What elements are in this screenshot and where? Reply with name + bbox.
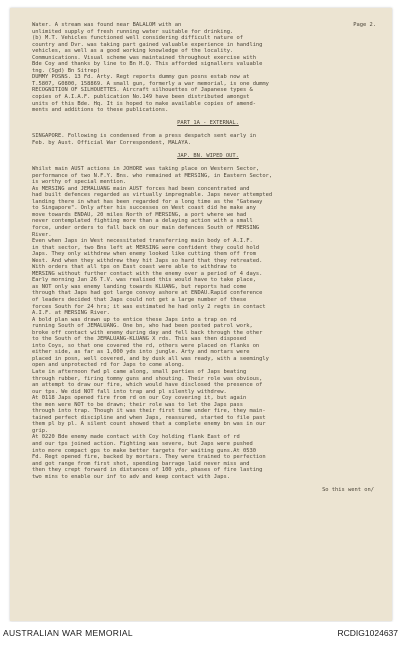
document-line: then they crept forward in distances of 100 yds, phases of fire lasting <box>32 467 263 474</box>
document-line: At 0118 Japs opened fire from rd on our Coy covering it, but again <box>32 395 247 402</box>
document-line: of leaders decided that Japs could not get a large number of these <box>32 296 247 303</box>
document-line: landing there in what has been regarded for a long time as the "Gateway <box>32 198 263 205</box>
document-line: our tps. We did NOT fall into trap and pl silently withdrew. <box>32 388 227 395</box>
document-line: Early morning Jan 26 T.V. was realised this would have to take place, <box>32 277 256 284</box>
document-line: tained perfect discipline and when Japs, reassured, started to file past <box>32 414 266 421</box>
document-line: an attempt to draw our fire, which would have disclosed the presence of <box>32 382 263 389</box>
document-line: unlimited supply of fresh running water suitable for drinking. <box>32 28 234 35</box>
document-line: tng. (Sgd) Bn Sitrep) <box>32 67 101 74</box>
document-line: A bold plan was drawn up to entice these Japs into a trap on rd <box>32 316 237 323</box>
document-line: SINGAPORE. Following is condensed from a press despatch sent early in <box>32 133 256 140</box>
document-line: force, under orders to fall back on our main defences South of MERSING <box>32 224 260 231</box>
document-line: open and unprotected rd for Japs to come along. <box>32 362 185 369</box>
document-line: With orders that all tps on East coast were able to withdraw to <box>32 264 237 271</box>
document-line: forces South for 24 hrs; it was estimated he had only 2 regts in contact <box>32 303 266 310</box>
document-line: through that Japs had got large convoy ashore at ENDAU.Rapid conference <box>32 290 263 297</box>
document-body <box>32 22 384 493</box>
document-line: units of this Bde. Hq. It is hoped to make available copies of amend- <box>32 100 256 107</box>
document-line: Fd. Regt opened fire, backed by mortars. They were trained to perfection <box>32 454 266 461</box>
document-line: into more compact gps to make better targets for waiting guns.At 0530 <box>32 447 256 454</box>
document-line: West. And when they withdrew they hit Japs so hard that they retreated. <box>32 257 263 264</box>
document-line: two mins to enable our inf to adv and keep contact with Japs. <box>32 473 230 480</box>
document-line: the men were NOT to be drawn; their role was to let the Japs pass <box>32 401 243 408</box>
document-line: Late in afternoon fwd pl came along, small parties of Japs beating <box>32 368 247 375</box>
archive-name: AUSTRALIAN WAR MEMORIAL <box>3 628 133 638</box>
document-line: JAP. BN. WIPED OUT. <box>177 152 239 159</box>
page-number: Page 2. <box>353 22 376 28</box>
document-line: Communications. Visual scheme was maintained throughout exercise with <box>32 54 256 61</box>
document-line: as NOT only was enemy landing towards KLUANG, but reports had come <box>32 283 247 290</box>
document-line: Even when Japs in West necessitated transferring main body of A.I.F. <box>32 238 253 245</box>
document-line: placed in posn, well covered, and by dusk all was ready, with a seemingly <box>32 355 269 362</box>
document-line: MERSING without further contact with the enemy over a period of 4 days. <box>32 270 263 277</box>
document-line: A.I.F. at MERSING River. <box>32 310 110 317</box>
document-line: At 0220 Bde enemy made contact with Coy holding flank East of rd <box>32 434 240 441</box>
document-line: As MERSING and JEMALUANG main AUST forces had been concentrated and <box>32 185 250 192</box>
document-line: and got range from first shot, spending barrage laid never miss and <box>32 460 250 467</box>
document-line: River. <box>32 231 52 238</box>
document-line: Bde Coy and thanks by line to Bn H.Q. This afforded signallers valuable <box>32 61 263 68</box>
document-line: running South of JEMALUANG. One bn, who had been posted patrol work, <box>32 323 253 330</box>
document-line: into Coys, so that one covered the rd, others were placed on flanks on <box>32 342 260 349</box>
document-line: broke off contact with enemy during day and fell back through the other <box>32 329 263 336</box>
footer-bar <box>0 622 402 653</box>
document-line: had built defences regarded as virtually impregnable. Japs never attempted <box>32 192 273 199</box>
document-line: vehicles, as well as a good working knowledge of the locality. <box>32 48 234 55</box>
document-line: DUMMY POSNS. 13 Fd. Arty. Regt reports dummy gun posns estab now at <box>32 74 250 81</box>
document-line: Whilst main AUST actions in JOHORE was taking place on Western Sector, <box>32 166 260 173</box>
document-line: move towards ENDAU, 20 miles North of MERSING, a port where we had <box>32 211 247 218</box>
document-line: Japs. They only withdrew when enemy looked like cutting them off from <box>32 251 256 258</box>
document-line: through into trap. Though it was their first time under fire, they main- <box>32 408 266 415</box>
document-line: Water. A stream was found near BALALOM with an <box>32 22 182 28</box>
document-line: PART 1A - EXTERNAL. <box>177 120 239 127</box>
document-line: T.5807, G0800, 158869. A small gun, formerly a war memorial, is one dummy <box>32 80 269 87</box>
document-line: to Singapore". Only after his successes on West coast did he make any <box>32 205 256 212</box>
document-line: copies of A.I.A.F. publication No.149 have been distributed amongst <box>32 94 250 101</box>
document-line: and our tps joined action. Fighting was severe, but Japs were pushed <box>32 441 253 447</box>
document-line: either side, as far as 1,000 yds into jungle. Arty and mortars were <box>32 349 250 356</box>
document-line: through rubber, firing tommy guns and shouting. Their role was obvious, <box>32 375 263 382</box>
document-line: So this went on/ <box>322 486 374 493</box>
document-line: ments and additions to these publications. <box>32 107 169 114</box>
document-line: RECOGNITION OF SILHOUETTES. Aircraft silhouettes of Japanese types & <box>32 87 253 94</box>
document-line: Feb. by Aust. Official War Correspondent, MALAYA. <box>32 139 192 146</box>
document-page <box>10 8 392 621</box>
document-line: country and Dvr. was taking part gained valuable experience in handling <box>32 41 263 48</box>
document-line: in that sector, two Bns left at MERSING were confident they could hold <box>32 244 260 251</box>
record-id: RCDIG1024637 <box>337 628 398 638</box>
document-line: is worthy of special mention. <box>32 179 127 186</box>
document-line: them pl by pl. A silent count showed that a complete enemy bn was in our <box>32 421 266 428</box>
document-line: (b) M.T. Vehicles functioned well considering difficult nature of <box>32 35 243 42</box>
document-line: to the South of the JEMALUANG-KLUANG X rds. This was then disposed <box>32 336 247 343</box>
document-line: performance of two N.F.Y. Bns. who remained at MERSING, in Eastern Sector, <box>32 172 273 179</box>
document-line: grip. <box>32 427 49 434</box>
document-line: never contemplated fighting more than a delaying action with a small <box>32 218 253 225</box>
